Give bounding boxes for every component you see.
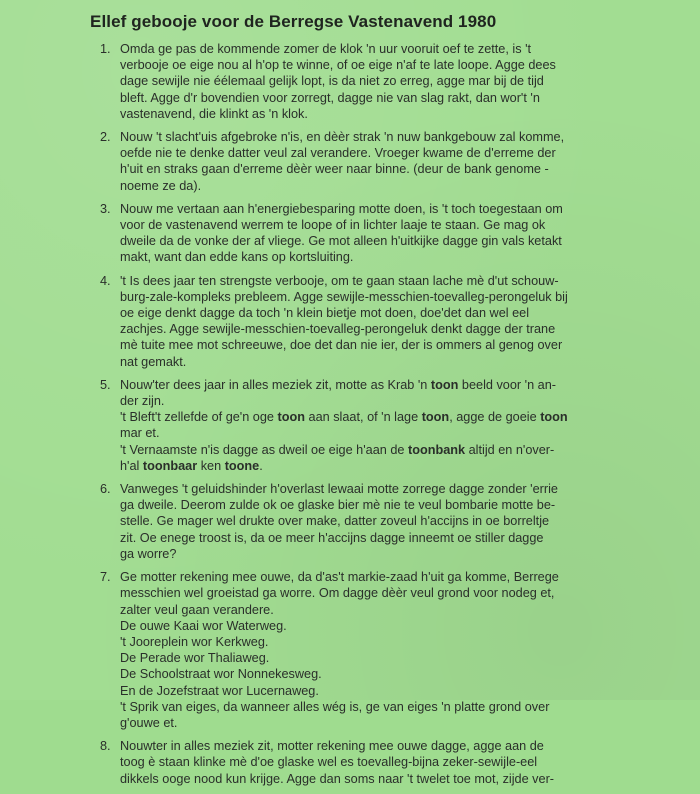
item-line: dage sewijle nie éélemaal gelijk lopt, is da niet zo erreg, agge mar bij de tijd	[120, 74, 544, 89]
list-item-5	[100, 377, 700, 474]
item-line: 't Bleft't zellefde of ge'n oge toon aan slaat, of 'n lage toon, agge de goeie toon	[120, 410, 568, 425]
item-line: verbooje oe eige nou al h'op te winne, of oe eige n'af te late loope. Agge dees	[120, 58, 556, 73]
list-item-3	[100, 201, 700, 266]
item-line: h'al toonbaar ken toone.	[120, 458, 263, 473]
list-item-6	[100, 481, 700, 562]
item-line: mè tuite mee mot schreeuwe, doe det dan nie ier, der is ommers al genog over	[120, 338, 563, 353]
item-line: g'ouwe et.	[120, 715, 178, 730]
list-item-8	[100, 738, 700, 787]
item-line: makt, want dan edde kans op kortsluiting.	[120, 250, 354, 265]
document-title: Ellef gebooje voor de Berregse Vastenavend 1980	[90, 12, 497, 31]
rules-list	[100, 41, 700, 794]
item-line: 't Vernaamste n'is dagge as dweil oe eige h'aan de toonbank altijd en n'over-	[120, 442, 555, 457]
item-line: zalter veul gaan verandere.	[120, 602, 274, 617]
item-line: bleft. Agge d'r bovendien voor zorregt, dagge nie van slag rakt, dan wor't 'n	[120, 90, 540, 105]
item-line: h'uit en straks gaan d'erreme dèèr weer naar binne. (deur de bank genome -	[120, 162, 549, 177]
item-line: De Perade wor Thaliaweg.	[120, 651, 270, 666]
item-line: De Schoolstraat wor Nonnekesweg.	[120, 667, 322, 682]
item-line: messchien wel groeistad ga worre. Om dagge dèèr veul grond voor nodeg et,	[120, 586, 555, 601]
list-item-4	[100, 273, 700, 370]
item-number: 7.	[100, 570, 111, 585]
item-number: 2.	[100, 130, 111, 145]
item-line: noeme ze da).	[120, 178, 202, 193]
item-line: ga worre?	[120, 546, 177, 561]
item-line: Nouw 't slacht'uis afgebroke n'is, en dèèr strak 'n nuw bankgebouw zal komme,	[120, 130, 565, 145]
item-line: ga dweile. Deerom zulde ok oe glaske bier mè nie te veul bombarie motte be-	[120, 498, 556, 513]
item-line: zit. Oe enege troost is, da oe meer h'accijns dagge inneemt oe stiller dagge	[120, 530, 544, 545]
list-item-2	[100, 129, 700, 194]
item-line: dweile da de vonke der af vliege. Ge mot alleen h'uitkijke dagge gin vals ketakt	[120, 234, 562, 249]
item-number: 1.	[100, 42, 111, 56]
item-line: zachjes. Agge sewijle-messchien-toevalleg-perongeluk denkt dagge der trane	[120, 322, 556, 337]
item-line: En de Jozefstraat wor Lucernaweg.	[120, 683, 319, 698]
item-number: 6.	[100, 482, 111, 497]
item-line: voor de vastenavend werrem te loope of in lichter laaje te staan. Ge mag ok	[120, 218, 546, 233]
item-line: Nouw'ter dees jaar in alles meziek zit, motte as Krab 'n toon beeld voor 'n an-	[120, 377, 557, 392]
item-number: 8.	[100, 739, 111, 754]
item-line: 't Is dees jaar ten strengste verbooje, om te gaan staan lache mè d'ut schouw-	[120, 273, 559, 288]
list-item-1	[100, 41, 700, 122]
list-item-7	[100, 569, 700, 731]
item-line: Nouwter in alles meziek zit, motter rekening mee ouwe dagge, agge aan de	[120, 739, 544, 754]
item-line: stelle. Ge mager wel drukte over make, datter zoveul h'accijns in oe borreltje	[120, 514, 550, 529]
item-number: 3.	[100, 201, 111, 216]
item-line: nat gemakt.	[120, 354, 187, 369]
item-line: Vanweges 't geluidshinder h'overlast lewaai motte zorrege dagge zonder 'errie	[120, 482, 558, 497]
item-number: 4.	[100, 273, 111, 288]
item-line: Omda ge pas de kommende zomer de klok 'n uur vooruit oef te zette, is 't	[120, 42, 532, 56]
item-line: dikkels ooge nood kun krijge. Agge dan soms naar 't twelet toe mot, zijde ver-	[120, 771, 555, 786]
item-line: 't Jooreplein wor Kerkweg.	[120, 634, 269, 649]
item-line: Ge motter rekening mee ouwe, da d'as't markie-zaad h'uit ga komme, Berrege	[120, 570, 559, 585]
item-line: oe eige denkt dagge da toch 'n klein bietje mot doen, doe'det dan wel eel	[120, 306, 530, 321]
item-line: 't Sprik van eiges, da wanneer alles wég is, ge van eiges 'n platte grond over	[120, 699, 550, 714]
item-line: oefde nie te denke datter veul zal verandere. Vroeger kwame de d'erreme der	[120, 146, 556, 161]
item-line: toog è staan klinke mè d'oe glaske wel es toevalleg-bijna zeker-sewijle-eel	[120, 755, 538, 770]
item-line: der zijn.	[120, 394, 165, 409]
item-number: 5.	[100, 377, 111, 392]
item-line: vastenavend, die klinkt as 'n klok.	[120, 106, 308, 121]
item-line: burg-zale-kompleks prebleem. Agge sewijle-messchien-toevalleg-perongeluk bij	[120, 289, 568, 304]
item-line: Nouw me vertaan aan h'energiebesparing motte doen, is 't toch toegestaan om	[120, 201, 563, 216]
item-line: De ouwe Kaai wor Waterweg.	[120, 618, 287, 633]
item-line: mar et.	[120, 426, 160, 441]
